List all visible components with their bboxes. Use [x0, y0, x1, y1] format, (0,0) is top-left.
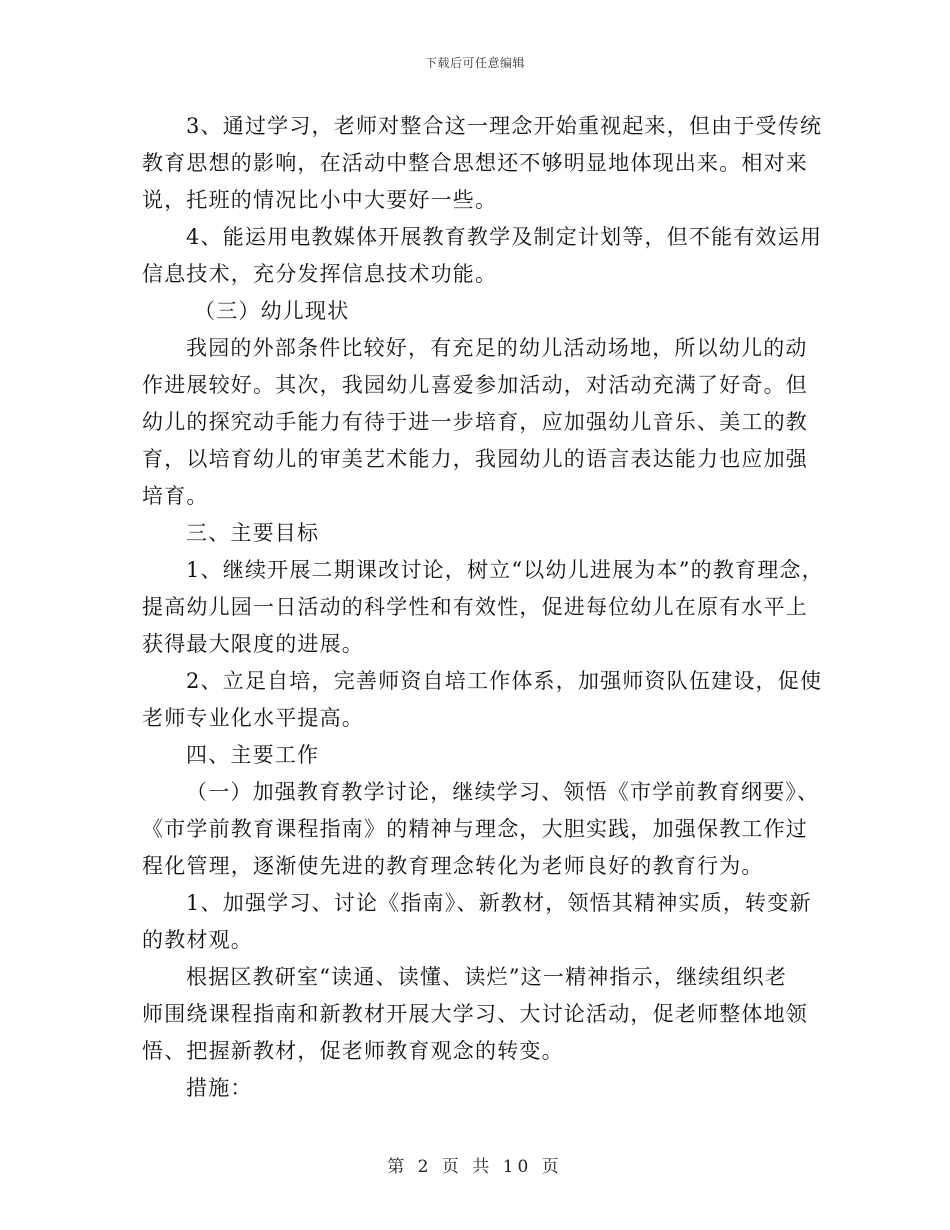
page-header: 下载后可任意编辑 [424, 56, 525, 70]
paragraph-line: 《市学前教育课程指南》的精神与理念，大胆实践，加强保教工作过 [142, 817, 808, 841]
paragraph-line: 师围绕课程指南和新教材开展大学习、大讨论活动，促老师整体地领 [142, 1002, 808, 1026]
paragraph-line: 我园的外部条件比较好，有充足的幼儿活动场地，所以幼儿的动 [186, 336, 808, 360]
paragraph-line: 说，托班的情况比小中大要好一些。 [142, 188, 498, 212]
paragraph-line: 的教材观。 [142, 928, 253, 952]
paragraph-line: 1、继续开展二期课改讨论，树立“以幼儿进展为本”的教育理念， [186, 558, 824, 582]
paragraph-line: 1、加强学习、讨论《指南》、新教材，领悟其精神实质，转变新 [186, 891, 812, 915]
section-heading: 三、主要目标 [186, 521, 320, 545]
paragraph-line: 措施： [186, 1076, 253, 1100]
section-heading: （三）幼儿现状 [194, 299, 350, 323]
paragraph-line: 提高幼儿园一日活动的科学性和有效性，促进每位幼儿在原有水平上 [142, 595, 808, 619]
paragraph-line: 根据区教研室“读通、读懂、读烂”这一精神指示，继续组织老 [186, 965, 788, 989]
paragraph-line: 悟、把握新教材，促老师教育观念的转变。 [142, 1039, 564, 1063]
document-body [142, 108, 822, 1107]
paragraph-line: （一）加强教育教学讨论，继续学习、领悟《市学前教育纲要》、 [186, 780, 820, 804]
paragraph-line: 老师专业化水平提高。 [142, 706, 364, 730]
page-number: 第 2 页 共 10 页 [387, 1157, 563, 1177]
paragraph-line: 育，以培育幼儿的审美艺术能力，我园幼儿的语言表达能力也应加强 [142, 447, 808, 471]
paragraph-line: 程化管理，逐渐使先进的教育理念转化为老师良好的教育行为。 [142, 854, 764, 878]
paragraph-line: 获得最大限度的进展。 [142, 632, 364, 656]
paragraph-line: 2、立足自培，完善师资自培工作体系，加强师资队伍建设，促使 [186, 669, 823, 693]
paragraph-line: 3、通过学习，老师对整合这一理念开始重视起来，但由于受传统 [186, 114, 823, 138]
paragraph-line: 4、能运用电教媒体开展教育教学及制定计划等，但不能有效运用 [186, 225, 823, 249]
paragraph-line: 培育。 [142, 484, 209, 508]
paragraph-line: 作进展较好。其次，我园幼儿喜爱参加活动，对活动充满了好奇。但 [142, 373, 808, 397]
paragraph-line: 教育思想的影响，在活动中整合思想还不够明显地体现出来。相对来 [142, 151, 808, 175]
paragraph-line: 幼儿的探究动手能力有待于进一步培育，应加强幼儿音乐、美工的教 [142, 410, 808, 434]
paragraph-line: 信息技术，充分发挥信息技术功能。 [142, 262, 498, 286]
section-heading: 四、主要工作 [186, 743, 320, 767]
